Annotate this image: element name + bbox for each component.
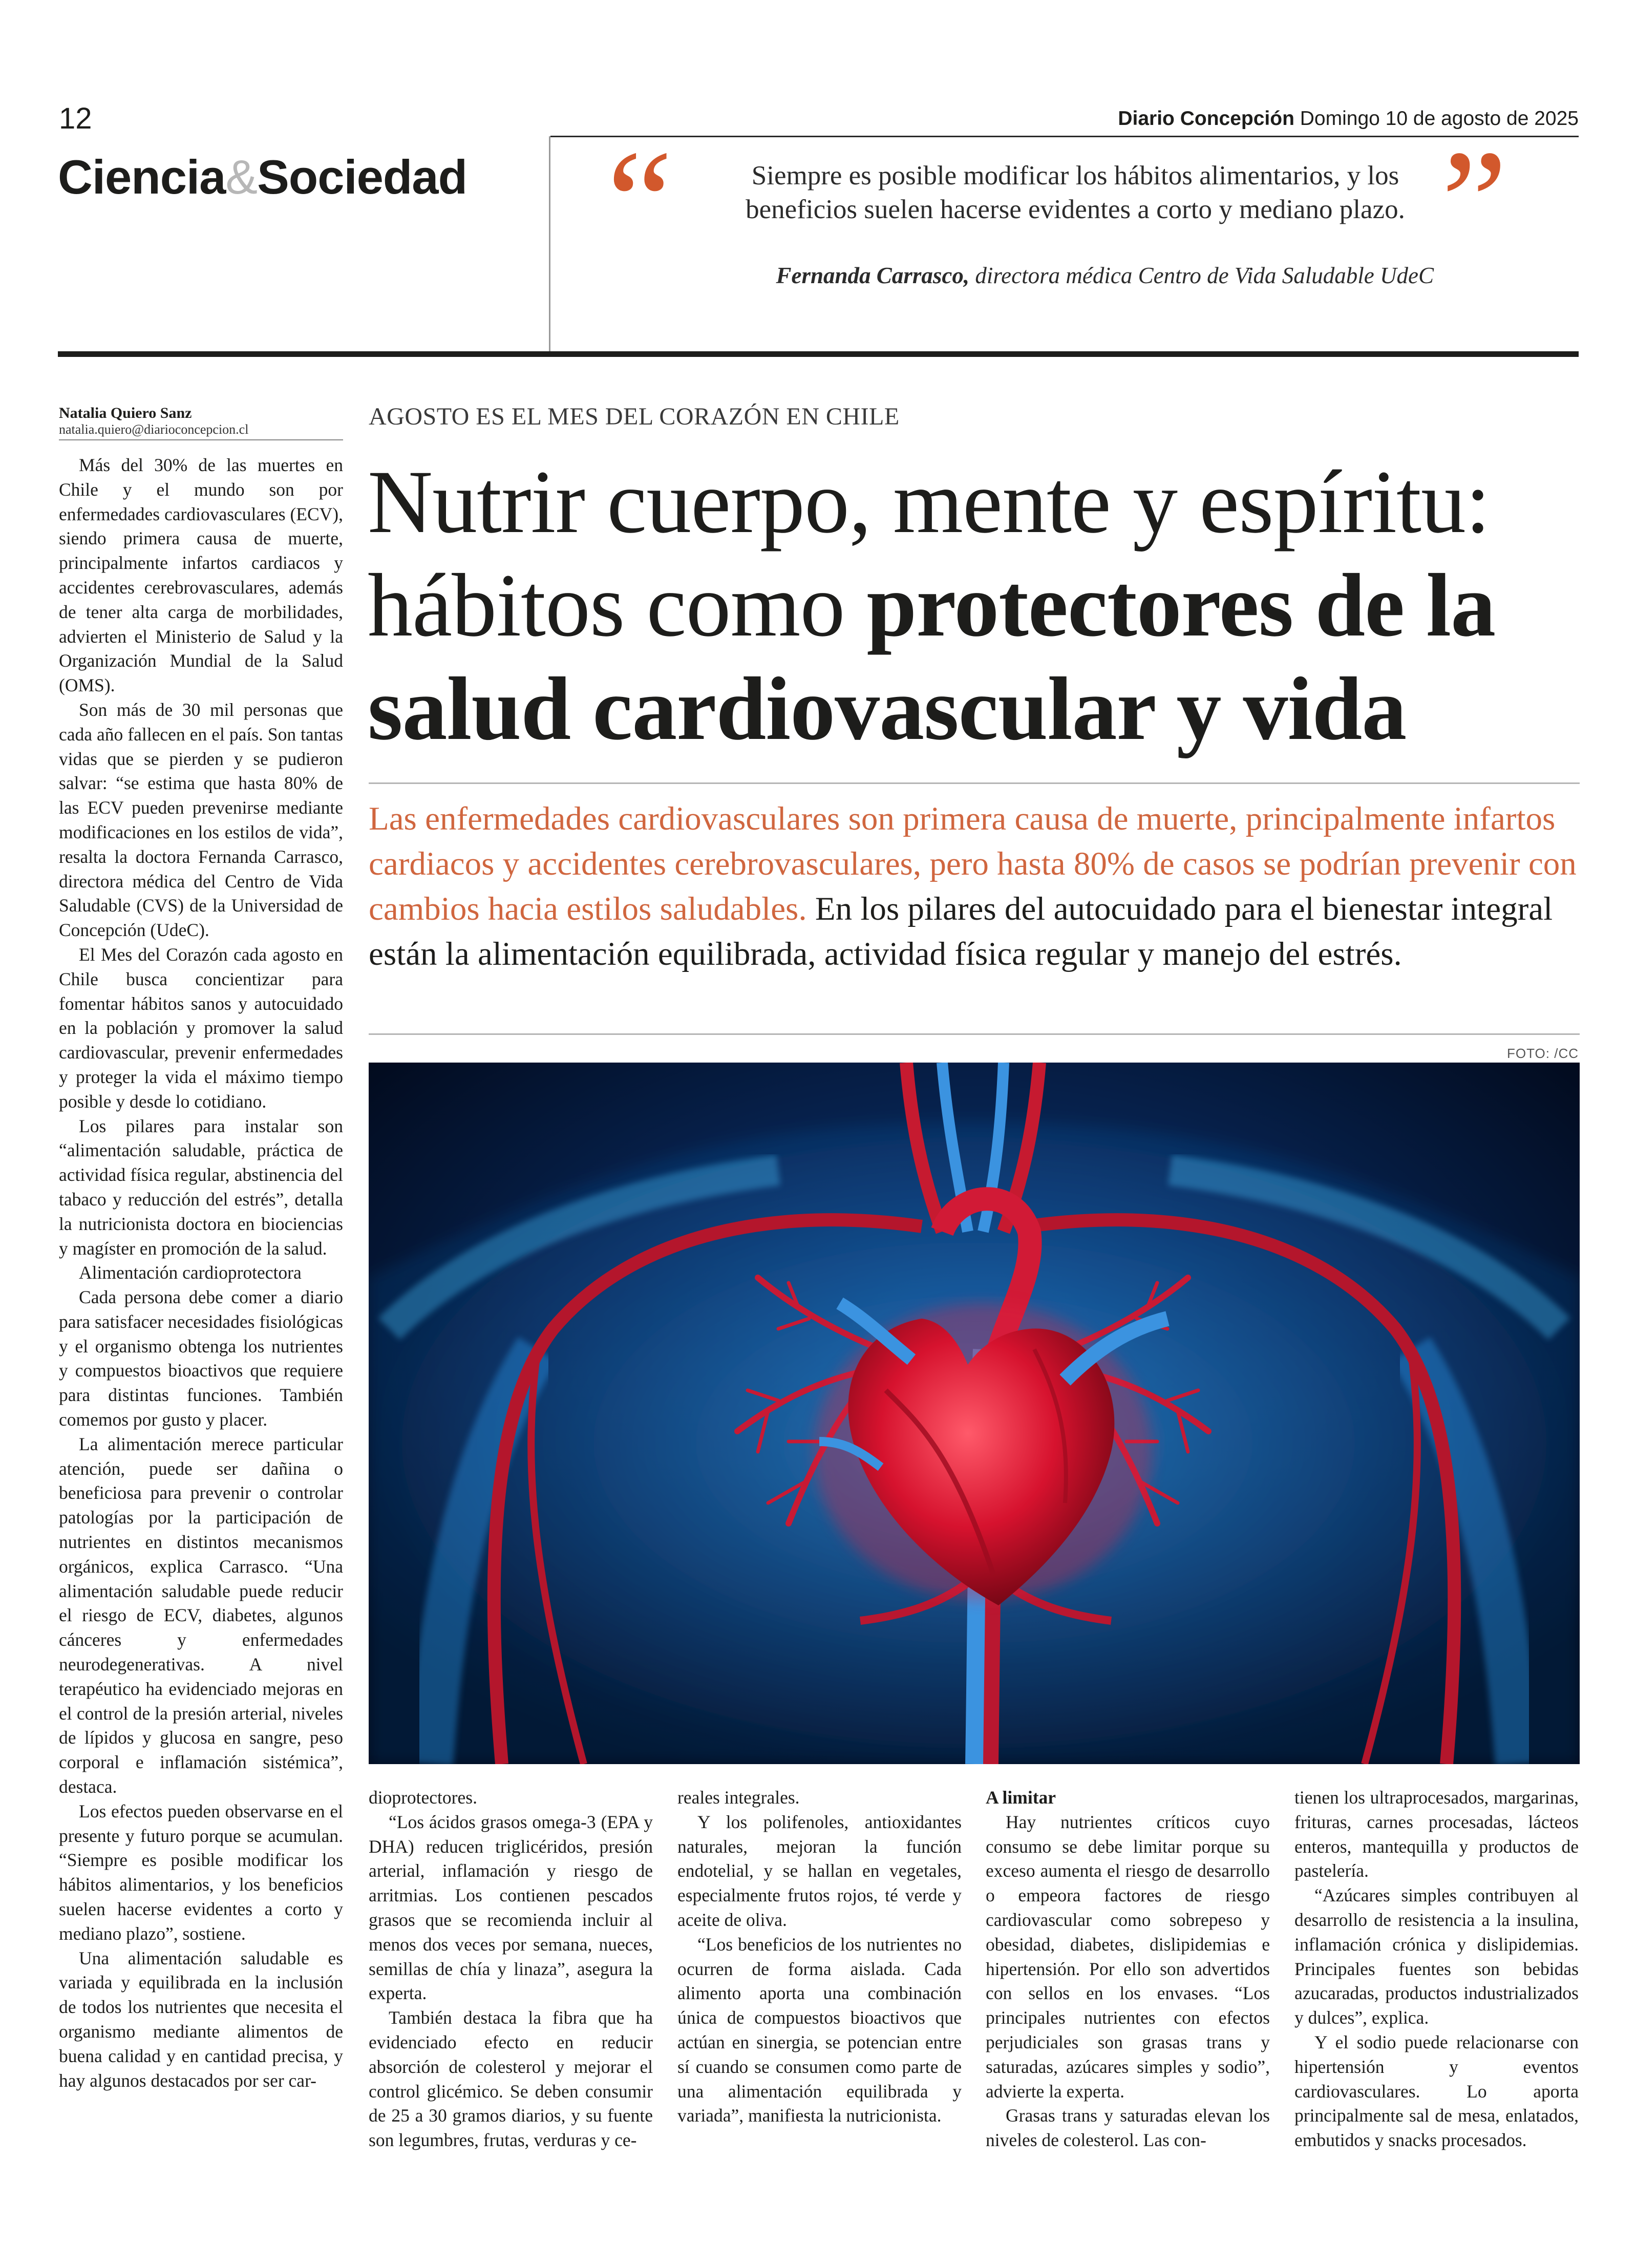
paragraph: Y el sodio puede relacionarse con hipertensión y eventos cardiovasculares. Lo aporta principalmente sal de mesa, enlatados, embutidos y snacks procesados. xyxy=(1294,2031,1579,2151)
paragraph: “Los beneficios de los nutrientes no ocurren de forma aislada. Cada alimento aporta una combinación única de compuestos bioactivos que actúan en sinergia, se potencian entre sí cuando se consumen como parte de una alimentación equilibrada y variada”, manifiesta la nutricionista. xyxy=(677,1934,962,2126)
subhead-rest: En los pilares del autocuidado para el bienestar integral están la alimentación equilibrada, actividad física regular y manejo del estrés. xyxy=(369,891,1553,972)
paragraph: Cada persona debe comer a diario para satisfacer necesidades fisiológicas y el organismo obtenga los nutrientes y compuestos bioactivos que requiere para distintas funciones. También comemos por gusto y placer. xyxy=(59,1287,343,1430)
subhead-rule xyxy=(369,1033,1580,1035)
article-column-5 xyxy=(1294,1786,1579,2153)
article-column-4 xyxy=(986,1786,1270,2153)
subhead-accent: Las enfermedades cardiovasculares son primera causa de muerte, principalmente infartos cardiacos y accidentes cerebrovasculares, pero hasta 80% de casos se podrían prevenir con cambios hacia estilos saludables. xyxy=(369,800,1577,927)
heart-arteries-image xyxy=(369,1063,1580,1764)
photo-credit: FOTO: /CC xyxy=(1507,1046,1579,1061)
paragraph: La alimentación merece particular atención, puede ser dañina o beneficiosa para prevenir o controlar patologías por la participación de nutrientes en distintos mecanismos orgánicos, explica Carrasco. “Una alimentación saludable puede reducir el riesgo de ECV, diabetes, algunos cánceres y enfermedades neurodegenerativas. A nivel terapéutico ha evidenciado mejoras en el control de la presión arterial, niveles de lípidos y glucosa en sangre, peso corporal e inflamación sistémica”, destaca. xyxy=(59,1433,343,1797)
close-quote-icon: ” xyxy=(1441,120,1507,284)
newspaper-name: Diario Concepción xyxy=(1118,108,1294,130)
kicker: AGOSTO ES EL MES DEL CORAZÓN EN CHILE xyxy=(369,403,900,430)
paragraph: El Mes del Corazón cada agosto en Chile busca concientizar para fomentar hábitos sanos y autocuidado en la población y promover la salud cardiovascular, prevenir enfermedades y proteger la vida el máximo tiempo posible y desde lo cotidiano. xyxy=(59,944,343,1112)
pull-quote: Siempre es posible modificar los hábitos alimentarios, y los beneficios suelen hacerse evidentes a corto y mediano plazo. xyxy=(746,161,1405,224)
paragraph: “Azúcares simples contribuyen al desarrollo de resistencia a la insulina, inflamación crónica y dislipidemias. Principales fuentes son bebidas azucaradas, productos industrializados y dulces”, explica. xyxy=(1294,1885,1579,2028)
paragraph: Hay nutrientes críticos cuyo consumo se debe limitar porque su exceso aumenta el riesgo de desarrollo o empeora factores de riesgo cardiovascular como sobrepeso y obesidad, diabetes, dislipidemias e hipertensión. Por ello son advertidos con sellos en los envases. “Los principales nutrientes con efectos perjudiciales son grasas trans y saturadas, azúcares simples y sodio”, advierte la experta. xyxy=(986,1811,1270,2102)
pull-quote-attribution xyxy=(666,262,1434,289)
subtitle-a-limitar: A limitar xyxy=(986,1787,1056,1808)
article-column-2 xyxy=(369,1786,653,2153)
paragraph: Y los polifenoles, antioxidantes naturales, mejoran la función endotelial, y se hallan en vegetales, especialmente frutos rojos, té verde y aceite de oliva. xyxy=(677,1811,962,1930)
paragraph: “Los ácidos grasos omega-3 (EPA y DHA) reducen triglicéridos, presión arterial, inflamación y riesgo de arritmias. Los contienen pescados grasos que se recomienda incluir al menos dos veces por semana, nueces, semillas de chía y linaza”, asegura la experta. xyxy=(369,1811,653,2004)
paragraph: dioprotectores. xyxy=(369,1787,477,1808)
paragraph: Los efectos pueden observarse en el presente y futuro porque se acumulan. “Siempre es posible modificar los hábitos alimentarios, y los beneficios suelen hacerse evidentes a corto y mediano plazo”, sostiene. xyxy=(59,1800,343,1944)
header-divider xyxy=(549,136,550,351)
headline-bold: protectores de la salud cardiovascular y vida xyxy=(368,556,1496,759)
paragraph: reales integrales. xyxy=(677,1787,800,1808)
headline-regular: Nutrir cuerpo, mente y espíritu: hábitos como xyxy=(368,452,1490,655)
section-title-amp: & xyxy=(225,150,258,204)
section-title xyxy=(58,150,467,205)
headline-rule xyxy=(369,782,1580,784)
byline-rule xyxy=(59,439,343,440)
masthead xyxy=(1118,108,1579,130)
pull-quote-role: directora médica Centro de Vida Saludable UdeC xyxy=(975,263,1434,288)
subtitle-alimentacion: Alimentación cardioprotectora xyxy=(79,1262,302,1283)
pull-quote-author: Fernanda Carrasco, xyxy=(776,263,970,288)
paragraph: También destaca la fibra que ha evidenciado efecto en reducir absorción de colesterol y mejorar el control glicémico. Se deben consumir de 25 a 30 gramos diarios, y su fuente son legumbres, frutas, verduras y ce- xyxy=(369,2007,653,2151)
section-title-part1: Ciencia xyxy=(58,150,226,204)
paragraph: Los pilares para instalar son “alimentación saludable, práctica de actividad física regular, abstinencia del tabaco y reducción del estrés”, detalla la nutricionista doctora en biociencias y magíster en promoción de la salud. xyxy=(59,1115,343,1259)
header-rule xyxy=(550,136,1579,137)
page-number: 12 xyxy=(59,102,92,135)
byline-email: natalia.quiero@diarioconcepcion.cl xyxy=(59,422,249,437)
article-column-3 xyxy=(677,1786,962,2128)
issue-date: Domingo 10 de agosto de 2025 xyxy=(1300,108,1579,130)
article-column-1 xyxy=(59,453,343,2093)
section-title-part2: Sociedad xyxy=(257,150,467,204)
paragraph: tienen los ultraprocesados, margarinas, frituras, carnes procesadas, lácteos enteros, mantequilla y productos de pastelería. xyxy=(1294,1787,1579,1881)
header-thick-rule xyxy=(58,351,1579,357)
cardiovascular-illustration xyxy=(369,1063,1580,1764)
byline-name: Natalia Quiero Sanz xyxy=(59,405,192,421)
paragraph: Más del 30% de las muertes en Chile y el mundo son por enfermedades cardiovasculares (ECV), siendo primera causa de muerte, principalmente infartos cardiacos y accidentes cerebrovasculares, además de tener alta carga de morbilidades, advierten el Ministerio de Salud y la Organización Mundial de la Salud (OMS). xyxy=(59,455,343,696)
headline xyxy=(368,451,1586,761)
paragraph: Grasas trans y saturadas elevan los niveles de colesterol. Las con- xyxy=(986,2105,1270,2151)
open-quote-icon: “ xyxy=(607,120,673,284)
paragraph: Una alimentación saludable es variada y equilibrada en la inclusión de todos los nutrientes que necesita el organismo mediante alimentos de buena calidad y en cantidad precisa, y hay algunos destacados por ser car- xyxy=(59,1947,343,2091)
subhead xyxy=(369,796,1582,977)
paragraph: Son más de 30 mil personas que cada año fallecen en el país. Son tantas vidas que se pierden y se pudieron salvar: “se estima que hasta 80% de las ECV pueden prevenirse mediante modificaciones en los estilos de vida”, resalta la doctora Fernanda Carrasco, directora médica del Centro de Vida Saludable (CVS) de la Universidad de Concepción (UdeC). xyxy=(59,699,343,941)
